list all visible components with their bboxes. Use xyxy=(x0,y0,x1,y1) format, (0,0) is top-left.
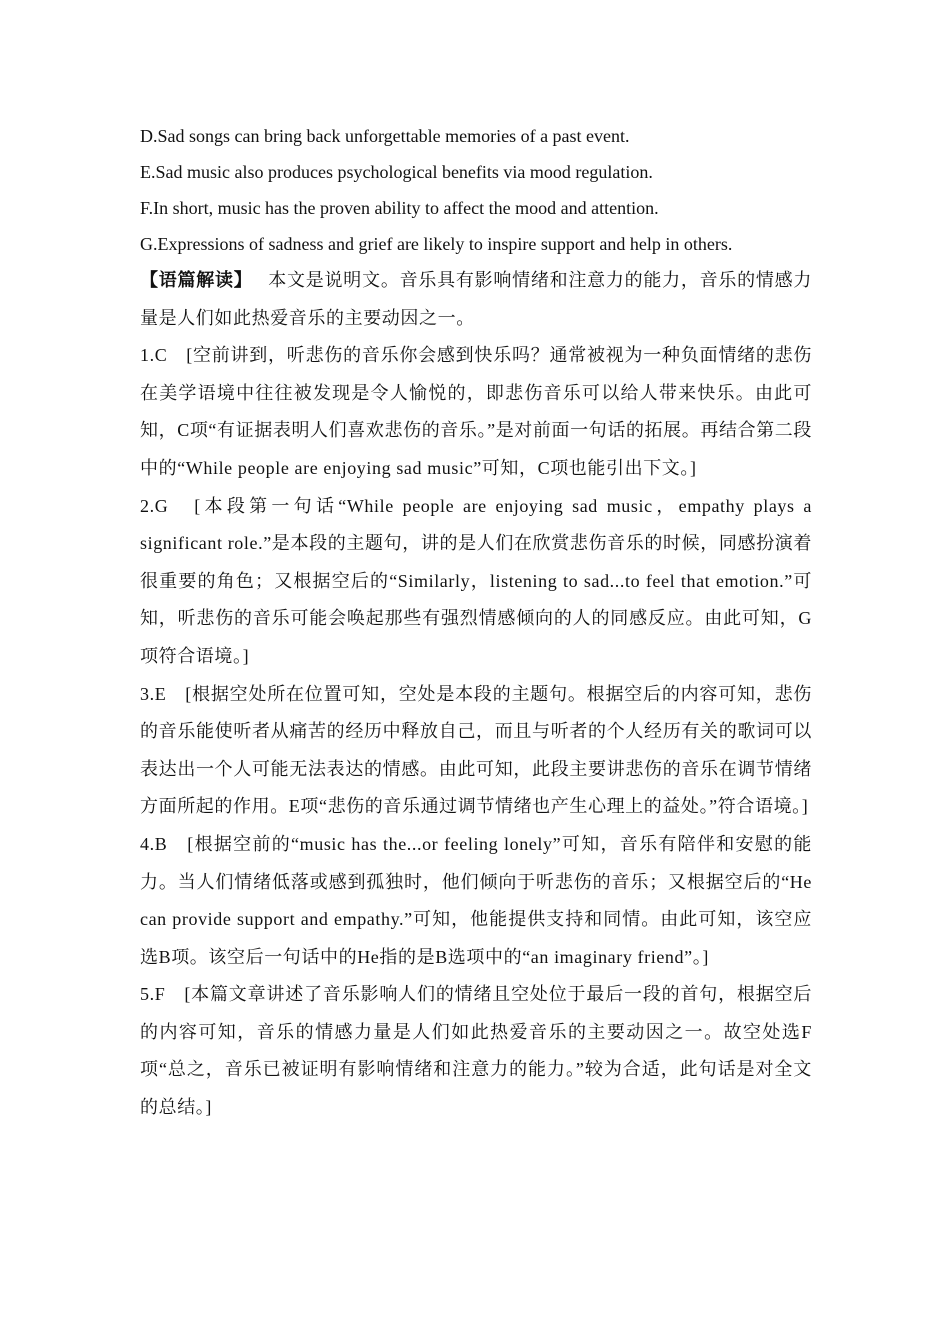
answer-5: 5.F [本篇文章讲述了音乐影响人们的情绪且空处位于最后一段的首句，根据空后的内容可知，音乐的情感力量是人们如此热爱音乐的主要动因之一。故空处选F项“总之，音乐已被证明有影响情绪和注意力的能力。”较为合适，此句话是对全文的总结。] xyxy=(140,984,812,1118)
option-e: E.Sad music also produces psychological benefits via mood regulation. xyxy=(140,162,653,182)
discourse-interpretation xyxy=(140,262,812,337)
answer-4: 4.B [根据空前的“music has the...or feeling lonely”可知，音乐有陪伴和安慰的能力。当人们情绪低落或感到孤独时，他们倾向于听悲伤的音乐；又根据空后的“He can provide support and empathy.”可知，他能提供支持和同情。由此可知，该空应选B项。该空后一句话中的He指的是B选项中的“an imaginary friend”。] xyxy=(140,833,812,967)
document-content xyxy=(140,118,812,1127)
discourse-label: 【语篇解读】 xyxy=(140,270,253,290)
option-d: D.Sad songs can bring back unforgettable memories of a past event. xyxy=(140,126,630,146)
answer-1: 1.C [空前讲到，听悲伤的音乐你会感到快乐吗？通常被视为一种负面情绪的悲伤在美学语境中往往被发现是令人愉悦的，即悲伤音乐可以给人带来快乐。由此可知，C项“有证据表明人们喜欢悲伤的音乐。”是对前面一句话的拓展。再结合第二段中的“While people are enjoying sad music”可知，C项也能引出下文。] xyxy=(140,345,812,478)
option-f: F.In short, music has the proven ability to affect the mood and attention. xyxy=(140,198,659,218)
discourse-text: 本文是说明文。音乐具有影响情绪和注意力的能力，音乐的情感力量是人们如此热爱音乐的主要动因之一。 xyxy=(140,270,812,328)
option-g: G.Expressions of sadness and grief are likely to inspire support and help in others. xyxy=(140,234,733,254)
answer-2: 2.G [本段第一句话“While people are enjoying sad music，empathy plays a significant role.”是本段的主题句，讲的是人们在欣赏悲伤音乐的时候，同感扮演着很重要的角色；又根据空后的“Similarly，listening to sad...to feel that emotion.”可知，听悲伤的音乐可能会唤起那些有强烈情感倾向的人的同感反应。由此可知，G项符合语境。] xyxy=(140,495,812,666)
answer-3: 3.E [根据空处所在位置可知，空处是本段的主题句。根据空后的内容可知，悲伤的音乐能使听者从痛苦的经历中释放自己，而且与听者的个人经历有关的歌词可以表达出一个人可能无法表达的情感。由此可知，此段主要讲悲伤的音乐在调节情绪方面所起的作用。E项“悲伤的音乐通过调节情绪也产生心理上的益处。”符合语境。] xyxy=(140,683,812,817)
